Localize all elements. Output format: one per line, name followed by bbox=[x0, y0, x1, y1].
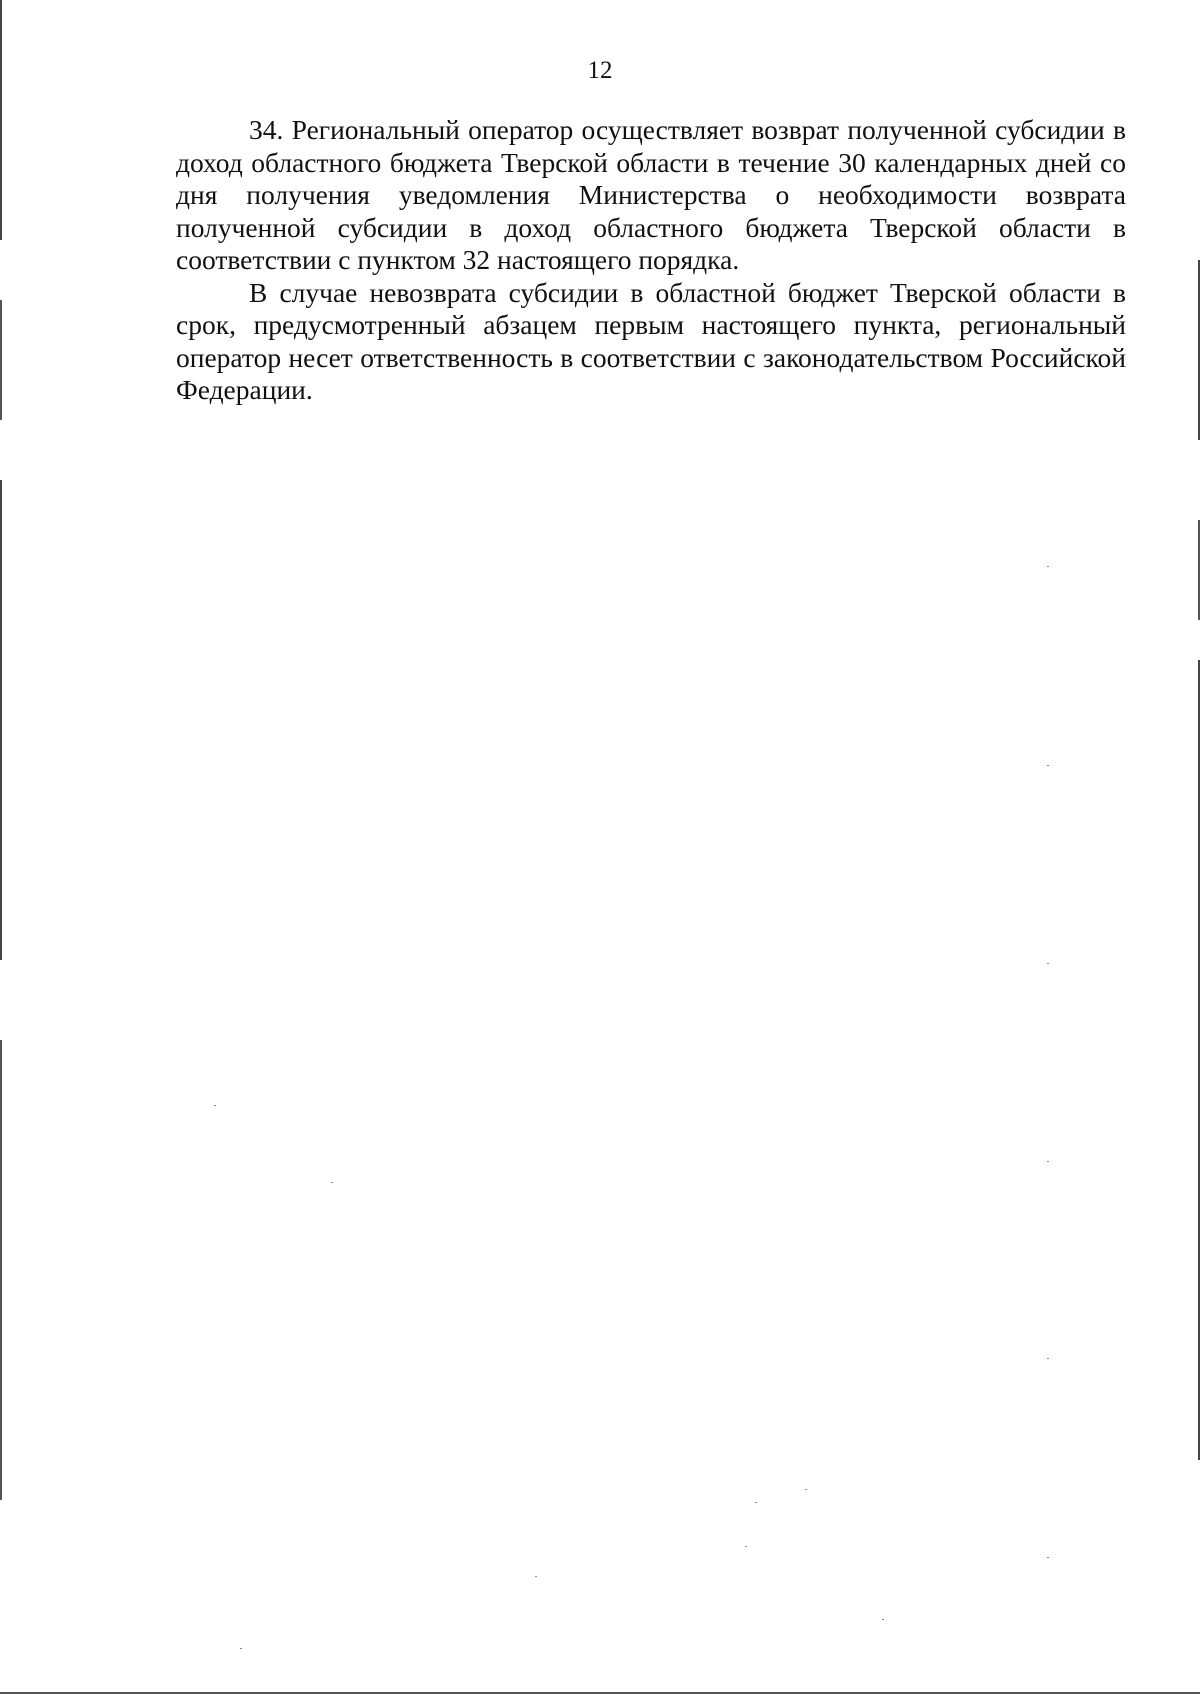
scan-speck bbox=[805, 1489, 807, 1490]
scan-speck bbox=[331, 1182, 333, 1183]
scan-speck bbox=[1047, 566, 1049, 567]
scan-speck bbox=[240, 1648, 242, 1649]
scan-speck bbox=[1047, 765, 1049, 766]
scan-speck bbox=[1047, 1557, 1049, 1558]
scan-speck bbox=[882, 1619, 884, 1620]
page-number: 12 bbox=[587, 57, 613, 84]
paragraph-34: 34. Региональный оператор осуществляет возврат полученной субсидии в доход областного бюджета Тверской области в течение 30 календарных дней со дня получения уведомления Министерства о необходимости возврата полученной субсидии в доход областного бюджета Тверской области в соответствии с пунктом 32 настоящего порядка. bbox=[176, 114, 1126, 275]
scan-speck bbox=[214, 1105, 216, 1106]
paragraph-nonreturn: В случае невозврата субсидии в областной бюджет Тверской области в срок, предусмотренный абзацем первым настоящего пункта, региональный оператор несет ответственность в соответствии с законодательством Российской Федерации. bbox=[176, 276, 1126, 405]
scan-speck bbox=[1047, 1358, 1049, 1359]
scan-speck bbox=[1047, 1161, 1049, 1162]
scan-speck bbox=[535, 1576, 537, 1577]
scan-speck bbox=[745, 1546, 747, 1547]
scan-edge-left bbox=[0, 0, 2, 1694]
scan-speck bbox=[755, 1502, 757, 1503]
scan-speck bbox=[1047, 963, 1049, 964]
document-body bbox=[176, 114, 1126, 407]
